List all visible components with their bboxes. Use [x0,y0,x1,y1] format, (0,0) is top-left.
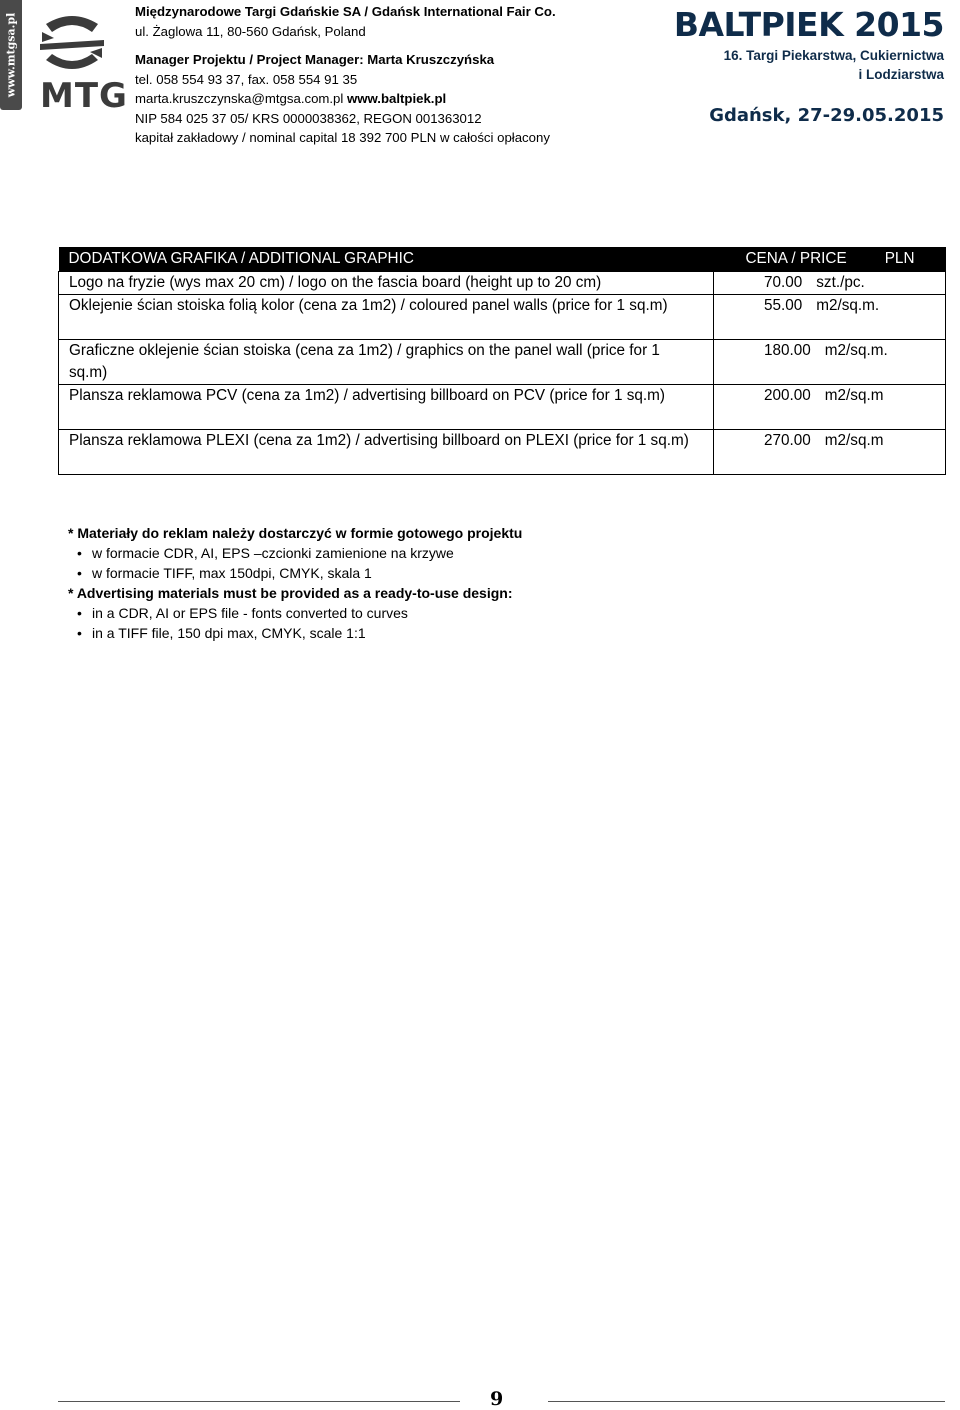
table-row [59,430,946,475]
notes-list-en [68,603,522,643]
header-price: CENA / PRICE [745,250,847,267]
list-item: • in a TIFF file, 150 dpi max, CMYK, scale 1:1 [68,623,522,643]
notes-list-pl [68,543,522,583]
table-row [59,295,946,340]
capital-info: kapitał zakładowy / nominal capital 18 392 700 PLN w całości opłacony [135,130,550,145]
phone-fax: tel. 058 554 93 37, fax. 058 554 91 35 [135,71,358,87]
row-unit: m2/sq.m [824,387,884,404]
fair-info [674,4,944,126]
row-description: Oklejenie ścian stoiska folią kolor (cena za 1m2) / coloured panel walls (price for 1 sq.m) [59,295,714,340]
mtg-logo [34,10,128,116]
footer-divider-right [548,1401,945,1402]
row-price-cell [714,430,946,475]
header-description: DODATKOWA GRAFIKA / ADDITIONAL GRAPHIC [59,247,714,272]
row-price-cell [714,295,946,340]
fair-date: Gdańsk, 27-29.05.2015 [709,105,944,126]
company-name: Międzynarodowe Targi Gdańskie SA / Gdańsk International Fair Co. [135,4,556,19]
row-description: Plansza reklamowa PLEXI (cena za 1m2) / advertising billboard on PLEXI (price for 1 sq.m) [59,430,714,475]
row-unit: szt./pc. [816,274,865,291]
contact-line [135,89,695,109]
row-unit: m2/sq.m [824,432,884,449]
header-currency: PLN [884,250,915,267]
row-price-cell [714,340,946,385]
email-link[interactable]: marta.kruszczynska@mtgsa.com.pl [135,91,344,106]
mtg-logo-icon [34,10,110,76]
row-price: 70.00 [764,274,803,291]
list-item: • w formacie CDR, AI, EPS –czcionki zamienione na krzywe [68,543,522,563]
fair-subtitle-2: i Lodziarstwa [858,67,944,82]
notes-heading-en: * Advertising materials must be provided as a ready-to-use design: [68,585,513,601]
row-price: 180.00 [764,342,811,359]
table-row [59,385,946,430]
row-description: Plansza reklamowa PCV (cena za 1m2) / advertising billboard on PCV (price for 1 sq.m) [59,385,714,430]
row-price: 55.00 [764,297,803,314]
row-price-cell [714,385,946,430]
list-item: • in a CDR, AI or EPS file - fonts converted to curves [68,603,522,623]
row-unit: m2/sq.m. [824,342,888,359]
header-price-cell [714,247,946,272]
side-strip-text: www.mtgsa.pl [4,12,18,98]
notes-heading-pl: * Materiały do reklam należy dostarczyć w formie gotowego projektu [68,525,523,541]
row-price: 200.00 [764,387,811,404]
additional-graphic-price-table [58,247,946,475]
row-price-cell [714,272,946,295]
footer-divider-left [58,1401,460,1402]
row-price: 270.00 [764,432,811,449]
website-link[interactable]: www.baltpiek.pl [347,91,447,106]
table-header-row [59,247,946,272]
fair-subtitle-1: 16. Targi Piekarstwa, Cukiernictwa [723,48,944,63]
registry-info: NIP 584 025 37 05/ KRS 0000038362, REGON 001363012 [135,110,482,126]
table-row [59,340,946,385]
page-number: 9 [490,1388,504,1410]
website-side-strip [0,0,22,110]
row-unit: m2/sq.m. [816,297,880,314]
table-row [59,272,946,295]
row-description: Graficzne oklejenie ścian stoiska (cena za 1m2) / graphics on the panel wall (price for 1 sq.m) [59,340,714,385]
company-info [135,2,695,148]
logo-text: MTG [40,76,128,116]
row-description: Logo na fryzie (wys max 20 cm) / logo on the fascia board (height up to 20 cm) [59,272,714,295]
project-manager: Manager Projektu / Project Manager: Marta Kruszczyńska [135,52,495,67]
list-item: • w formacie TIFF, max 150dpi, CMYK, skala 1 [68,563,522,583]
material-requirements-notes [68,523,522,643]
company-address: ul. Żaglowa 11, 80-560 Gdańsk, Poland [135,23,366,39]
fair-title: BALTPIEK 2015 [673,5,944,44]
